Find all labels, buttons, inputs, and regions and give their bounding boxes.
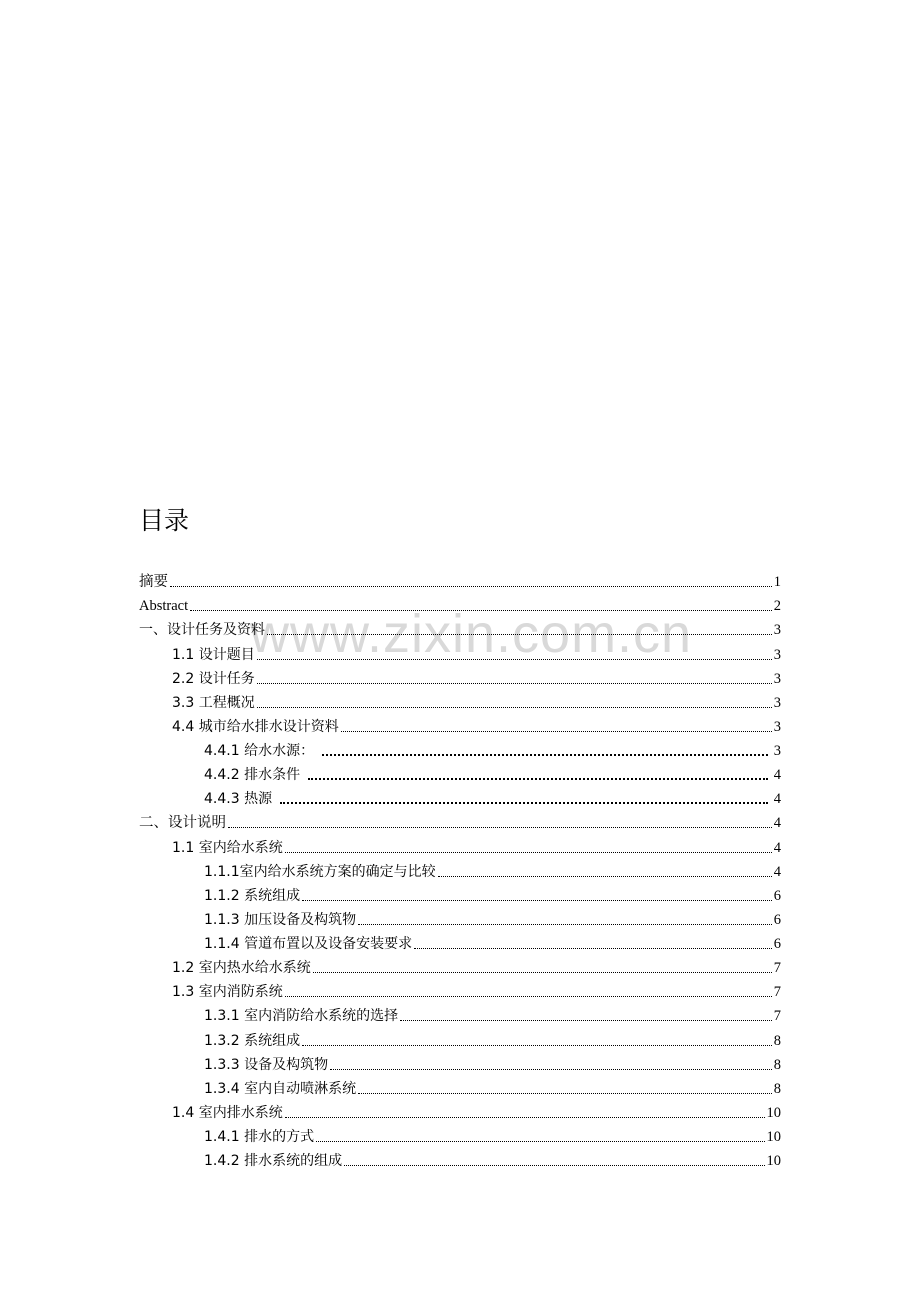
toc-entry-chapter-2[interactable]: [139, 810, 781, 834]
toc-entry-subsection[interactable]: [139, 1027, 781, 1051]
dot-leader: [308, 778, 768, 780]
toc-entry-subsection[interactable]: [139, 1003, 781, 1027]
toc-entry-page: 6: [773, 936, 781, 952]
toc-entry-text: 4.4 城市给水排水设计资料: [172, 718, 339, 735]
toc-entry-text: 4.4.1 给水水源：: [204, 743, 315, 759]
toc-entry-text: 1.3.1 室内消防给水系统的选择: [204, 1008, 399, 1025]
toc-entry-text: 1.3.2 系统组成: [204, 1032, 301, 1049]
toc-entry-page: 4: [773, 815, 781, 832]
toc-entry-text: 4.4.3 热源: [204, 791, 273, 808]
toc-entry-subsection[interactable]: [139, 859, 781, 883]
toc-entry-text: 1.1.4 管道布置以及设备安装要求: [204, 936, 413, 952]
dot-leader: [280, 802, 768, 804]
toc-entry-text: 2.2 设计任务: [172, 670, 255, 687]
toc-entry-section[interactable]: [139, 834, 781, 858]
toc-entry-text: 1.4 室内排水系统: [172, 1104, 283, 1121]
toc-entry-page: 3: [773, 622, 781, 639]
dot-leader: [358, 924, 772, 925]
dot-leader: [302, 900, 772, 901]
toc-entry-section[interactable]: [139, 666, 781, 690]
toc-entry-page: 7: [773, 960, 781, 977]
toc-entry-subsection[interactable]: [139, 738, 781, 762]
toc-title: 目录: [139, 506, 190, 535]
dot-leader: [313, 972, 772, 973]
toc-entry-page: 7: [773, 984, 781, 1001]
toc-entry-subsection[interactable]: [139, 931, 781, 955]
dot-leader: [257, 683, 772, 684]
toc-entry-text: 一、设计任务及资料: [139, 622, 265, 639]
dot-leader: [358, 1093, 772, 1094]
toc-entry-section[interactable]: [139, 714, 781, 738]
toc-entry-subsection[interactable]: [139, 1148, 781, 1172]
toc-entry-subsection[interactable]: [139, 883, 781, 907]
toc-entry-page: 4: [773, 791, 781, 808]
toc-entry-text: 1.3 室内消防系统: [172, 984, 283, 1001]
dot-leader: [414, 948, 772, 949]
watermark: www.zixin.com.cn: [250, 604, 693, 664]
toc-entry-page: 3: [773, 694, 781, 711]
toc-entry-text: 1.1.3 加压设备及构筑物: [204, 911, 357, 928]
toc-entry-page: 2: [773, 598, 781, 615]
dot-leader: [400, 1020, 772, 1021]
toc-entry-subsection[interactable]: [139, 1076, 781, 1100]
toc-entry-subsection[interactable]: [139, 762, 781, 786]
dot-leader: [190, 610, 772, 611]
toc-entry-page: 4: [773, 839, 781, 856]
toc-entry-text: 1.1 室内给水系统: [172, 839, 283, 856]
toc-entry-section[interactable]: [139, 979, 781, 1003]
dot-leader: [330, 1069, 772, 1070]
toc-entry-text: 1.1.1室内给水系统方案的确定与比较: [204, 863, 436, 880]
dot-leader: [285, 852, 772, 853]
toc-entry-chapter-1[interactable]: [139, 617, 781, 641]
toc-entry-abstract-en[interactable]: [139, 593, 781, 617]
dot-leader: [344, 1165, 764, 1166]
toc-entry-section[interactable]: [139, 690, 781, 714]
dot-leader: [257, 659, 772, 660]
dot-leader: [322, 754, 768, 756]
table-of-contents: [139, 569, 781, 1172]
dot-leader: [285, 996, 772, 997]
toc-entry-text: 1.1.2 系统组成: [204, 887, 301, 904]
dot-leader: [228, 827, 772, 828]
toc-entry-text: 1.3.4 室内自动喷淋系统: [204, 1080, 357, 1097]
toc-entry-page: 4: [773, 767, 781, 784]
toc-entry-text: 1.4.2 排水系统的组成: [204, 1153, 343, 1170]
dot-leader: [257, 707, 772, 708]
toc-entry-section[interactable]: [139, 641, 781, 665]
toc-entry-text: 4.4.2 排水条件: [204, 767, 301, 784]
toc-entry-subsection[interactable]: [139, 786, 781, 810]
dot-leader: [285, 1117, 765, 1118]
toc-entry-page: 3: [773, 670, 781, 687]
toc-entry-page: 10: [766, 1104, 781, 1121]
toc-entry-abstract-cn[interactable]: [139, 569, 781, 593]
toc-entry-section[interactable]: [139, 1100, 781, 1124]
toc-entry-page: 8: [773, 1056, 781, 1073]
toc-entry-text: Abstract: [139, 598, 189, 615]
toc-entry-page: 6: [773, 887, 781, 904]
toc-entry-text: 3.3 工程概况: [172, 694, 255, 711]
toc-entry-text: 1.1 设计题目: [172, 646, 255, 663]
toc-entry-page: 4: [773, 863, 781, 880]
toc-entry-subsection[interactable]: [139, 1124, 781, 1148]
dot-leader: [302, 1045, 772, 1046]
toc-entry-page: 10: [766, 1153, 781, 1170]
toc-entry-page: 7: [773, 1008, 781, 1025]
toc-entry-text: 1.3.3 设备及构筑物: [204, 1056, 329, 1073]
dot-leader: [438, 876, 772, 877]
toc-entry-page: 8: [773, 1080, 781, 1097]
toc-entry-text: 摘要: [139, 574, 168, 591]
dot-leader: [170, 586, 772, 587]
toc-entry-page: 3: [773, 646, 781, 663]
toc-entry-subsection[interactable]: [139, 907, 781, 931]
dot-leader: [267, 634, 772, 635]
toc-entry-page: 1: [773, 574, 781, 591]
toc-entry-text: 二、设计说明: [139, 815, 226, 832]
toc-entry-section[interactable]: [139, 955, 781, 979]
toc-entry-text: 1.2 室内热水给水系统: [172, 960, 311, 977]
toc-entry-text: 1.4.1 排水的方式: [204, 1129, 315, 1145]
toc-entry-subsection[interactable]: [139, 1052, 781, 1076]
toc-entry-page: 3: [773, 718, 781, 735]
toc-entry-page: 10: [766, 1129, 781, 1145]
dot-leader: [316, 1141, 764, 1142]
toc-entry-page: 3: [773, 743, 781, 759]
toc-entry-page: 8: [773, 1032, 781, 1049]
dot-leader: [341, 731, 772, 732]
toc-entry-page: 6: [773, 911, 781, 928]
